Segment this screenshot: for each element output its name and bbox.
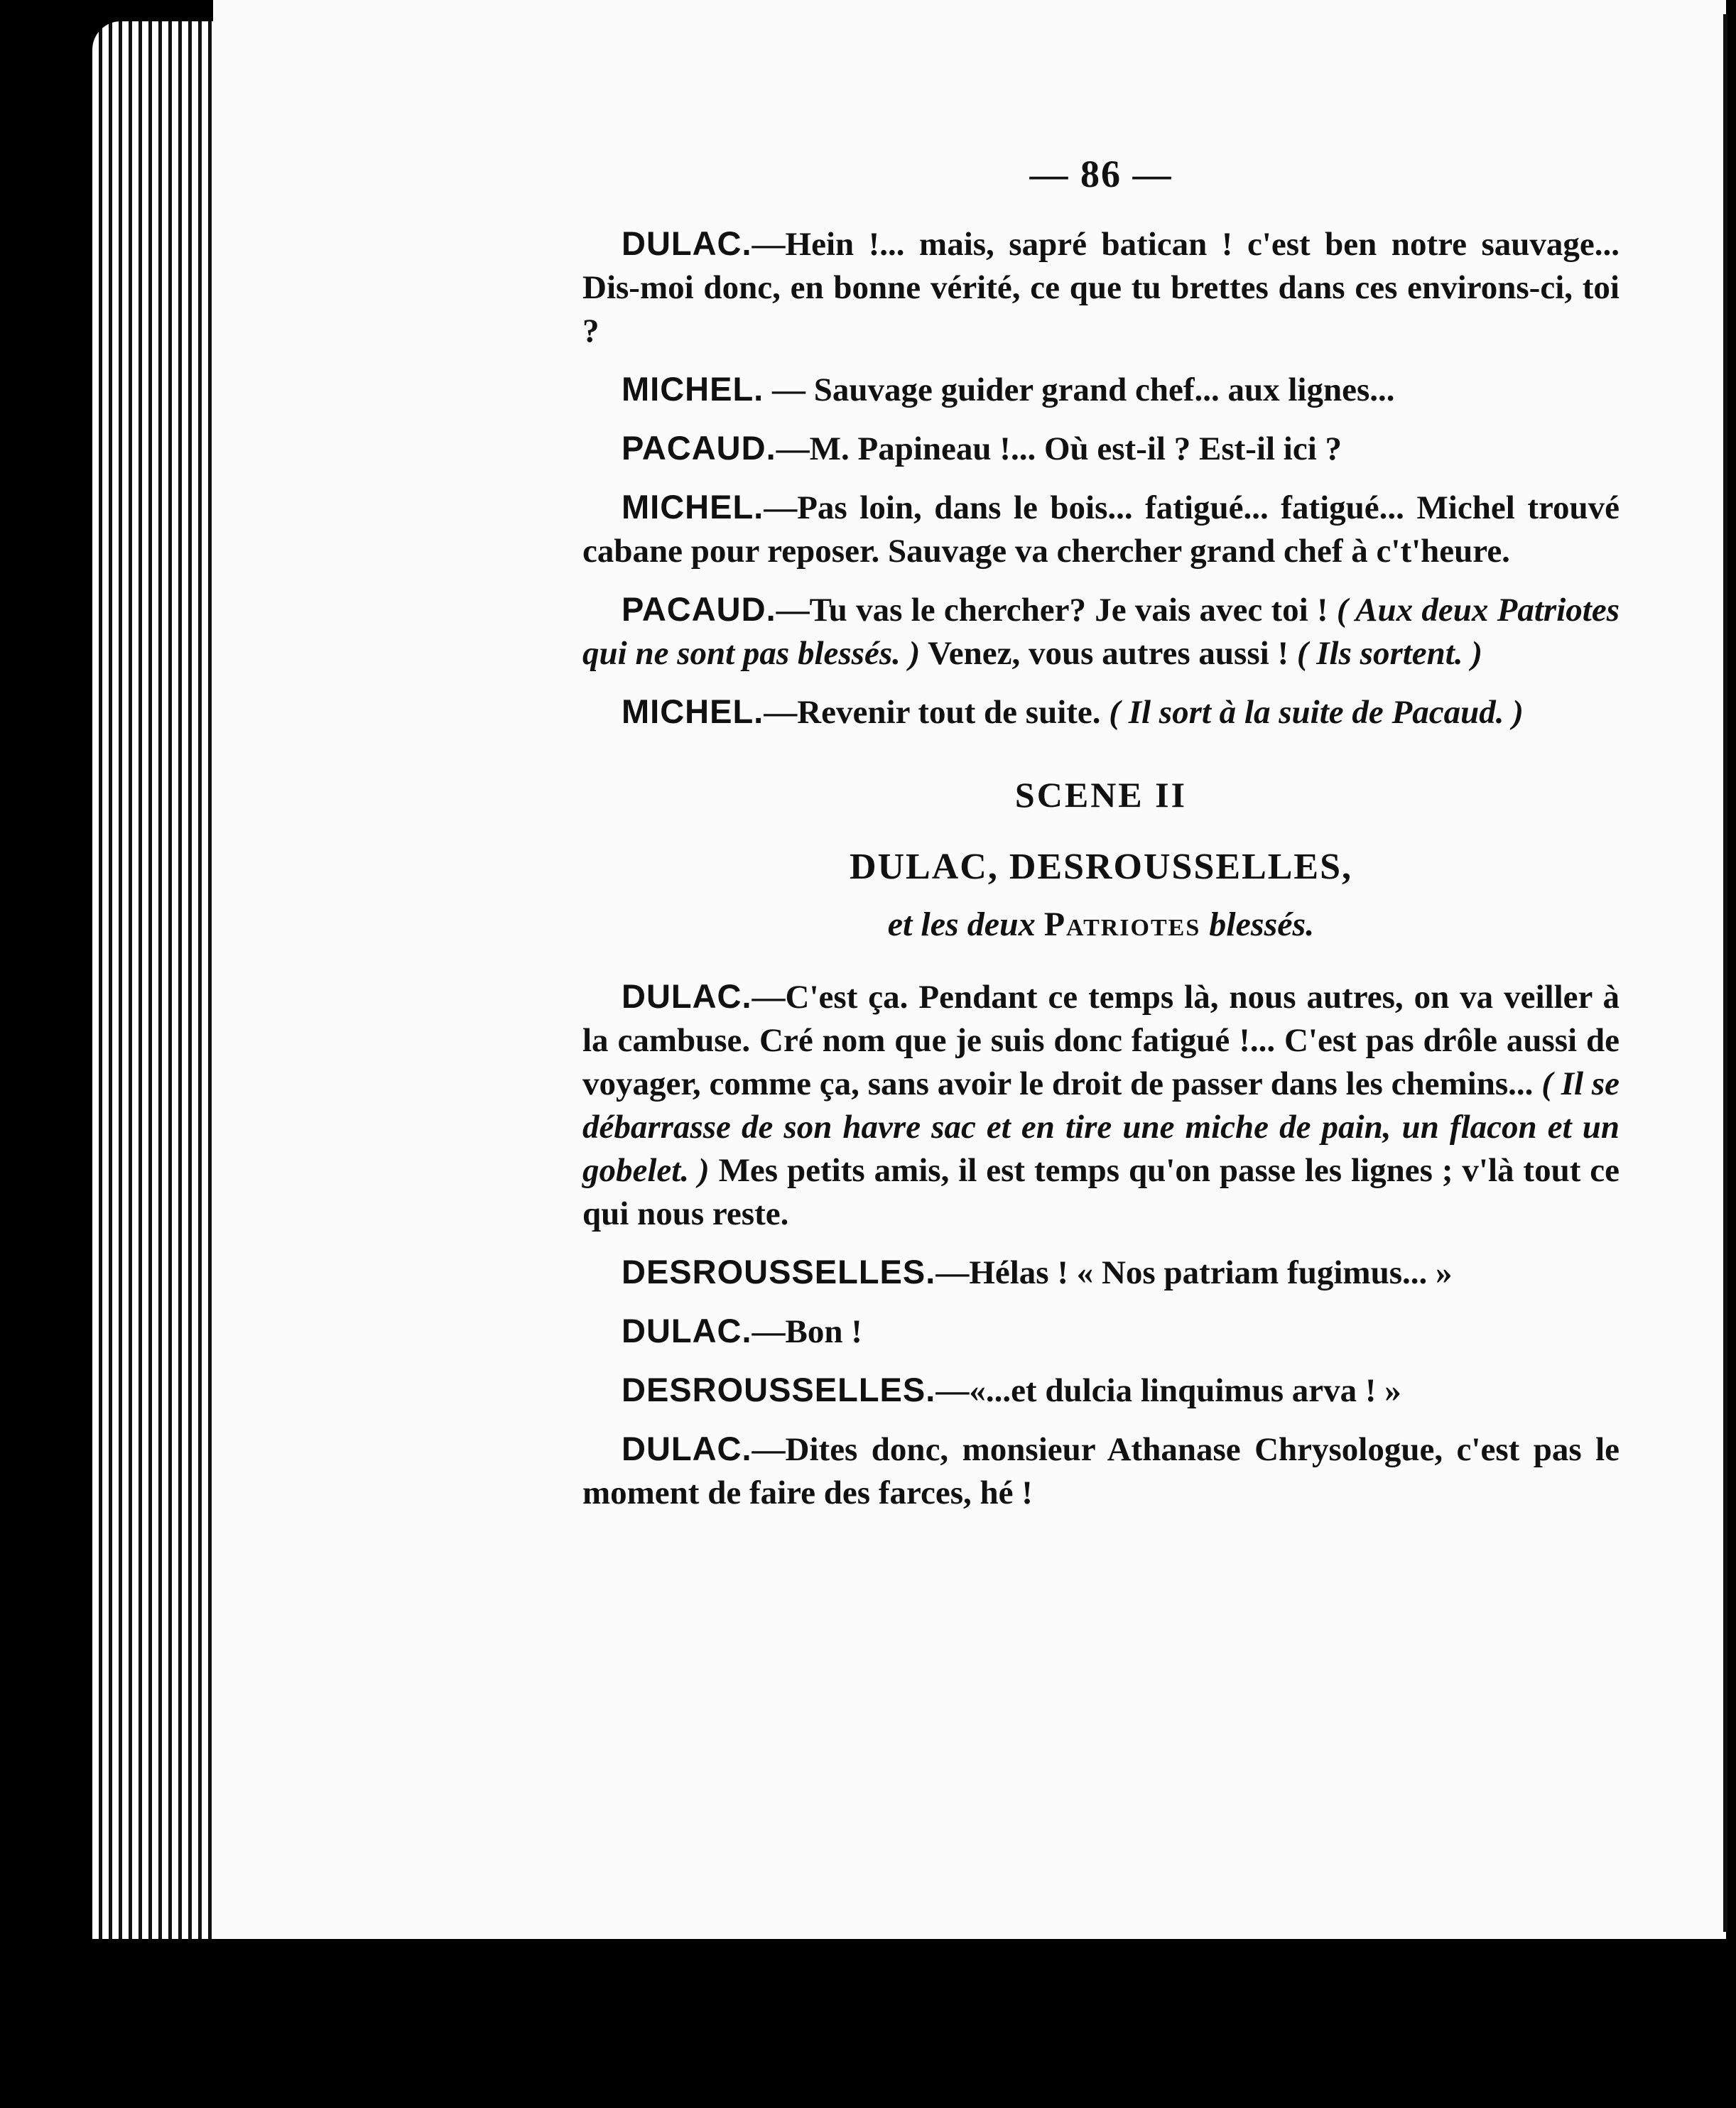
dialogue-paragraph bbox=[582, 426, 1620, 471]
dialogue-text: —Bon ! bbox=[752, 1313, 862, 1350]
dialogue-paragraph bbox=[582, 367, 1620, 412]
dialogue-paragraph bbox=[582, 587, 1620, 675]
scene-title: SCENE II bbox=[1014, 775, 1188, 815]
speaker-name: DULAC. bbox=[622, 224, 752, 262]
page-right-edge bbox=[1723, 14, 1727, 1932]
speaker-name: DULAC. bbox=[622, 977, 752, 1015]
speaker-name: PACAUD. bbox=[622, 429, 776, 467]
dialogue-text: —Pas loin, dans le bois... fatigué... fatigué... Michel trouvé cabane pour reposer. Sauvage va chercher grand chef à c't'heure. bbox=[582, 489, 1620, 570]
dialogue-text: Mes petits amis, il est temps qu'on passe les lignes ; v'là tout ce qui nous reste. bbox=[582, 1152, 1620, 1232]
dialogue-text: — Sauvage guider grand chef... aux lignes... bbox=[764, 371, 1395, 408]
dialogue-paragraph bbox=[582, 1250, 1620, 1295]
speaker-name: DESROUSSELLES. bbox=[622, 1253, 936, 1291]
speaker-name: MICHEL. bbox=[622, 370, 764, 408]
dialogue-paragraph bbox=[582, 485, 1620, 573]
page-edges bbox=[92, 21, 227, 1939]
stage-direction: ( Aux deux Patriotes qui ne sont pas blessés. ) bbox=[582, 592, 1620, 672]
dialogue-text: —Hein !... mais, sapré batican ! c'est ben notre sauvage... Dis-moi donc, en bonne vérité, ce que tu brettes dans ces environs-ci, toi ? bbox=[582, 226, 1620, 349]
speaker-name: DESROUSSELLES. bbox=[622, 1371, 936, 1408]
speaker-name: DULAC. bbox=[622, 1312, 752, 1349]
page-text bbox=[582, 153, 1620, 1529]
dialogue-paragraph bbox=[582, 1427, 1620, 1515]
note-text: blessés. bbox=[1209, 906, 1315, 943]
stage-direction: ( Ils sortent. ) bbox=[1296, 635, 1482, 672]
scan-bottom-border bbox=[0, 1939, 1736, 2108]
dialogue-paragraph bbox=[582, 1368, 1620, 1413]
dialogue-text: Venez, vous autres aussi ! bbox=[920, 635, 1297, 672]
page-number: — 86 — bbox=[1029, 153, 1173, 195]
scene-characters: DULAC, DESROUSSELLES, bbox=[849, 847, 1353, 887]
note-smallcaps: Patriotes bbox=[1043, 906, 1201, 943]
scene-characters-note bbox=[582, 903, 1620, 946]
dialogue-paragraph bbox=[582, 1309, 1620, 1354]
note-text: et les deux bbox=[887, 906, 1036, 943]
dialogue-text: —«...et dulcia linquimus arva ! » bbox=[935, 1372, 1401, 1409]
dialogue-paragraph bbox=[582, 690, 1620, 734]
dialogue-text: —Revenir tout de suite. bbox=[764, 694, 1110, 731]
dialogue-text: —Tu vas le chercher? Je vais avec toi ! bbox=[776, 592, 1337, 629]
stage-direction: ( Il se débarrasse de son havre sac et en tire une miche de pain, un flacon et un gobelet. ) bbox=[582, 1065, 1620, 1189]
dialogue-paragraph bbox=[582, 222, 1620, 353]
dialogue-text: —M. Papineau !... Où est-il ? Est-il ici ? bbox=[776, 430, 1342, 467]
dialogue-text: —Hélas ! « Nos patriam fugimus... » bbox=[935, 1254, 1453, 1291]
speaker-name: PACAUD. bbox=[622, 590, 776, 628]
speaker-name: MICHEL. bbox=[622, 488, 764, 526]
speaker-name: MICHEL. bbox=[622, 692, 764, 730]
speaker-name: DULAC. bbox=[622, 1430, 752, 1467]
dialogue-text: —Dites donc, monsieur Athanase Chrysologue, c'est pas le moment de faire des farces, hé ! bbox=[582, 1431, 1620, 1511]
stage-direction: ( Il sort à la suite de Pacaud. ) bbox=[1109, 694, 1524, 731]
dialogue-paragraph bbox=[582, 974, 1620, 1236]
dialogue-text: —C'est ça. Pendant ce temps là, nous autres, on va veiller à la cambuse. Cré nom que je suis donc fatigué !... C'est pas drôle aussi de voyager, comme ça, sans avoir le droit de passer dans les chemins... bbox=[582, 979, 1620, 1102]
